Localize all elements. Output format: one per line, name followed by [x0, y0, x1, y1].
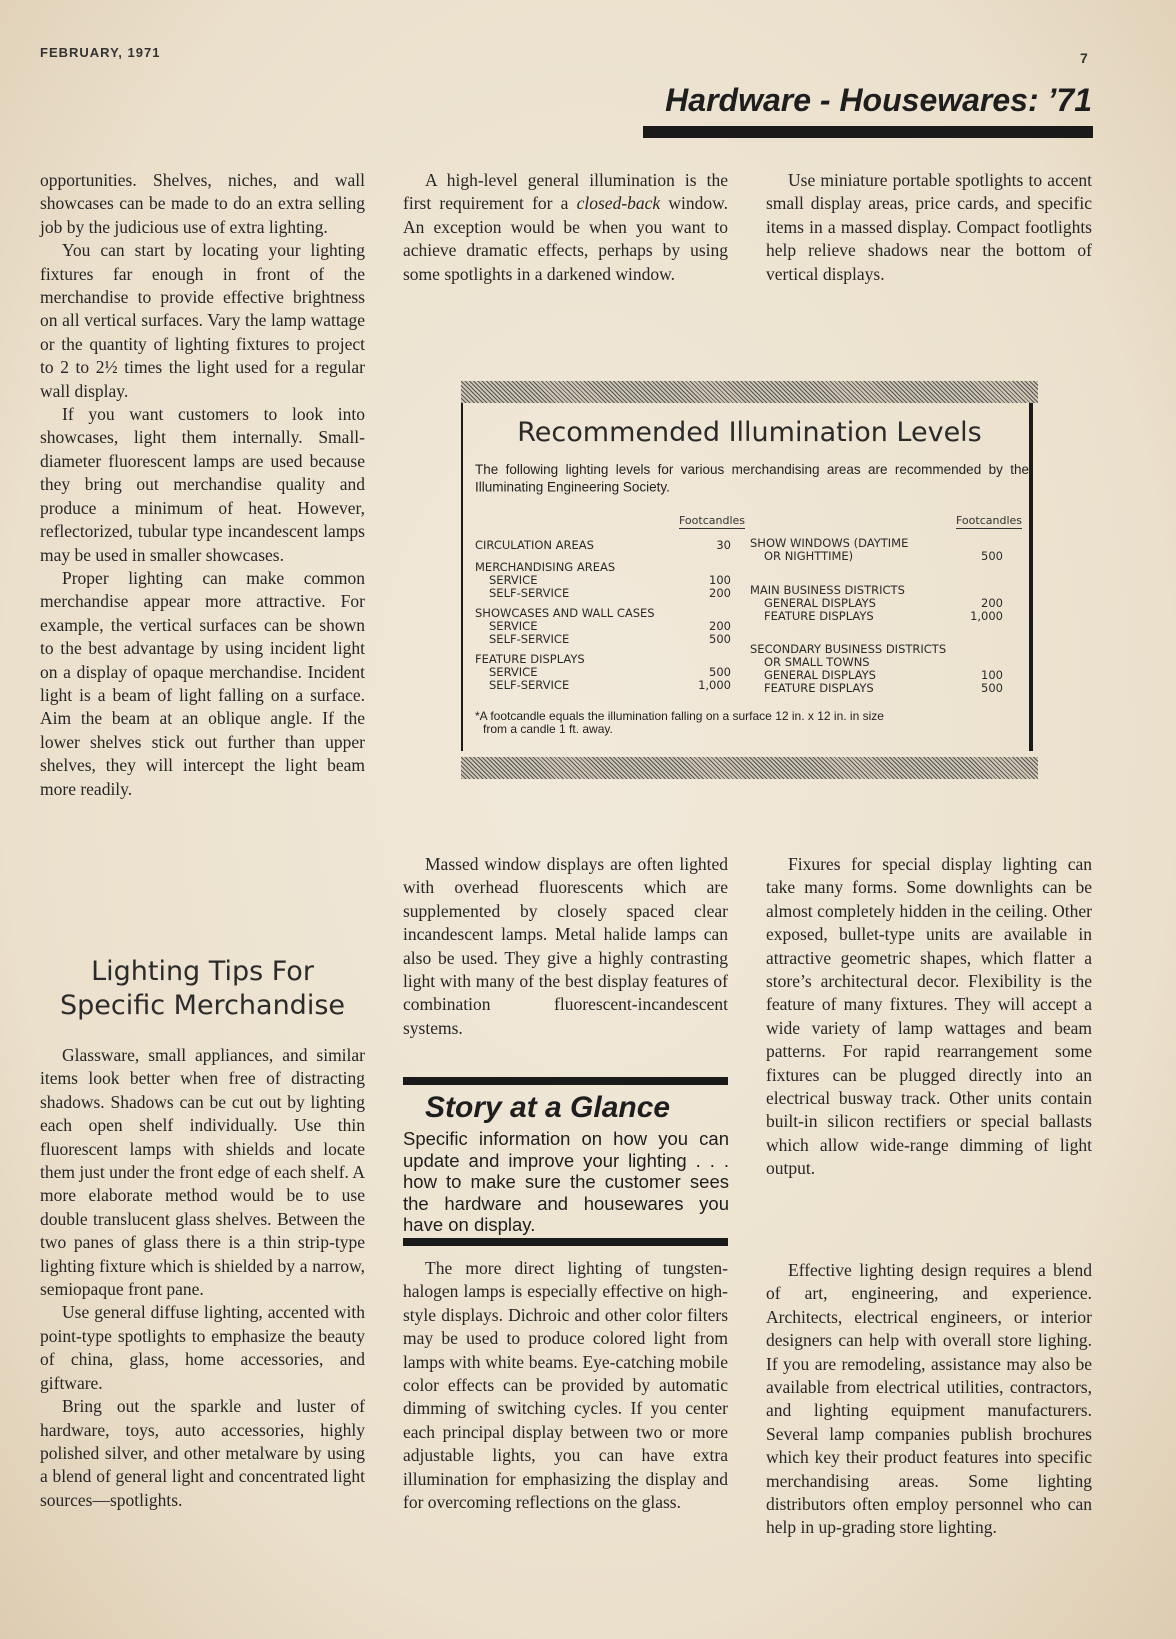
paragraph: The more direct lighting of tungsten-halogen lamps is especially effective on high-style displays. Dichroic and other color filters may be used to produce colored light from lamps with white beams. Eye-catching mobile color effects can be provided by automatic dimming of switching cycles. If you center each principal display between two or more adjustable lights, you can have extra illumination for emphasizing the display and for overcoming reflections on the glass.: [403, 1258, 728, 1513]
paragraph: opportunities. Shelves, niches, and wall showcases can be made to do an extra selling job by the judicious use of extra lighting.: [40, 170, 365, 237]
paragraph: Bring out the sparkle and luster of hardware, toys, auto accessories, highly polished silver, and other metalware by using a blend of general light and concentrated light sources—spotlights.: [40, 1396, 365, 1510]
table-row-value: 200: [709, 586, 731, 600]
paragraph: Proper lighting can make common merchandise appear more attractive. For example, the vertical surfaces can be shown to the best advantage by using incident light on a display of opaque merchandise. Incident light is a beam of light falling on a surface. Aim the beam at an oblique angle. If the lower shelves stick out further than upper shelves, they will intercept the light beam more readily.: [40, 567, 365, 799]
story-rule-top: [403, 1077, 728, 1085]
paragraph: Use miniature portable spotlights to accent small display areas, price cards, and specific items in a massed display. Compact footlights help relieve shadows near the bottom of vertical displays.: [766, 170, 1092, 284]
story-rule-bottom: [403, 1238, 728, 1246]
table-row-value: 1,000: [698, 678, 731, 692]
paragraph: [403, 169, 728, 286]
table-title: Recommended Illumination Levels: [517, 417, 982, 448]
table-row-value: 30: [716, 538, 731, 552]
table-intro: The following lighting levels for various merchandising areas are recommended by the Illuminating Engineering Society.: [475, 461, 1029, 495]
table-row-label: SERVICE: [489, 619, 538, 633]
table-row-label: SERVICE: [489, 573, 538, 587]
table-row-label: MAIN BUSINESS DISTRICTS: [750, 583, 905, 597]
table-row-label: CIRCULATION AREAS: [475, 538, 594, 552]
column-3-bottom: [766, 1259, 1092, 1540]
text-run: window. An exception would be when you want to achieve dramatic effects, perhaps by using some spotlights in a darkened window.: [403, 193, 728, 284]
footcandles-header-left: Footcandles: [679, 514, 746, 527]
paragraph: Fixures for special display lighting can take many forms. Some downlights can be almost completely hidden in the ceiling. Other exposed, bullet-type units are available in attractive geometric shapes, which flatter a store’s architectural decor. Flexibility is the feature of many fixtures. They will accept a wide variety of lamp wattages and beam patterns. For rapid rearrangement some fixtures can be plugged directly into an electrical busway track. Other units contain built-in silicon rectifiers or special ballasts which allow wide-range dimming of light output.: [766, 854, 1092, 1179]
table-row-value: 500: [709, 632, 731, 646]
story-summary: Specific information on how you can update and improve your lighting . . . how to make sure the customer sees the hardware and housewares you have on display.: [403, 1128, 729, 1235]
hatch-band-top: [461, 381, 1038, 403]
footcandles-header-right: Footcandles: [956, 514, 1023, 527]
table-row-label: SELF-SERVICE: [489, 678, 570, 692]
table-row-label: SECONDARY BUSINESS DISTRICTS: [750, 642, 947, 656]
table-footnote: [475, 710, 1031, 736]
paragraph: Effective lighting design requires a blend of art, engineering, and experience. Architects, electrical engineers, or interior designers can help with overall store lighing. If you are remodeling, assistance may also be available from electrical utilities, contractors, and lighting equipment manufacturers. Several lamp companies publish brochures which key their product features into specific merchandising areas. Some lighting distributors often employ personnel who can help in up-grading store lighting.: [766, 1260, 1092, 1538]
publication-title: Hardware - Housewares: ’71: [665, 82, 1092, 118]
footnote-line: from a candle 1 ft. away.: [483, 722, 613, 736]
table-row-value: 500: [981, 681, 1003, 695]
footnote-line: *A footcandle equals the illumination falling on a surface 12 in. x 12 in. in size: [475, 709, 884, 723]
illumination-table-box: [461, 381, 1038, 779]
paragraph: Use general diffuse lighting, accented with point-type spotlights to emphasize the beauty of china, glass, home accessories, and giftware.: [40, 1302, 365, 1393]
table-row-label: SELF-SERVICE: [489, 586, 570, 600]
column-1-bottom: [40, 1044, 365, 1512]
table-row-label: GENERAL DISPLAYS: [764, 596, 876, 610]
column-2-top: [403, 169, 728, 286]
table-row-label: SHOW WINDOWS (DAYTIME: [750, 536, 909, 550]
table-row-value: 1,000: [970, 609, 1003, 623]
story-title: Story at a Glance: [425, 1091, 671, 1124]
table-row-label: FEATURE DISPLAYS: [764, 609, 874, 623]
table-row-label: FEATURE DISPLAYS: [475, 652, 585, 666]
table-row-value: 200: [709, 619, 731, 633]
page-number: 7: [1080, 50, 1088, 66]
paragraph: Glassware, small appliances, and similar items look better when free of distracting shadows. Shadows can be cut out by lighting each open shelf individually. Use thin fluorescent lamps with shields and locate them just under the front edge of each shelf. A more elaborate method would be to use double translucent glass shelves. Between the two panes of glass there is a thin strip-type lighting fixture which is shielded by a narrow, semiopaque front pane.: [40, 1045, 365, 1300]
column-2-mid: [403, 853, 728, 1040]
table-row-label: SERVICE: [489, 665, 538, 679]
table-row-label: OR NIGHTTIME): [764, 549, 854, 563]
table-row-label: GENERAL DISPLAYS: [764, 668, 876, 682]
paragraph: Massed window displays are often lighted with overhead fluorescents which are supplemented by closely spaced clear incandescent lamps. Metal halide lamps can also be used. They give a highly contrasting light with many of the best display features of combination fluorescent-incandescent systems.: [403, 854, 728, 1038]
header-date: FEBRUARY, 1971: [40, 45, 161, 60]
table-row-value: 500: [709, 665, 731, 679]
paragraph: If you want customers to look into showcases, light them internally. Small-diameter fluorescent lamps are used because they bring out merchandise quality and produce a minimum of heat. However, reflectorized, tubular type incandescent lamps may be used in smaller showcases.: [40, 404, 365, 565]
header-rule: [643, 126, 1093, 138]
table-row-label: OR SMALL TOWNS: [764, 655, 870, 669]
column-3-mid: [766, 853, 1092, 1181]
emphasis: closed-back: [576, 193, 661, 214]
box-frame: [461, 403, 1033, 751]
table-row-label: MERCHANDISING AREAS: [475, 560, 616, 574]
column-3-top: [766, 169, 1092, 286]
table-row-label: SHOWCASES AND WALL CASES: [475, 606, 655, 620]
table-row-label: SELF-SERVICE: [489, 632, 570, 646]
table-row-value: 100: [981, 668, 1003, 682]
hatch-band-bottom: [461, 757, 1038, 779]
table-row-label: FEATURE DISPLAYS: [764, 681, 874, 695]
table-row-value: 500: [981, 549, 1003, 563]
table-row-value: 200: [981, 596, 1003, 610]
paragraph: You can start by locating your lighting fixtures far enough in front of the merchandise to provide effective brightness on all vertical surfaces. Vary the lamp wattage or the quantity of lighting fixtures to project to 2 to 2½ times the light used for a regular wall display.: [40, 240, 365, 401]
table-row-value: 100: [709, 573, 731, 587]
section-heading: Lighting Tips For Specific Merchandise: [59, 956, 346, 1021]
column-1-top: [40, 169, 365, 801]
column-2-bottom: [403, 1257, 728, 1514]
text-run: A high-level general illumination is the first requirement for a: [403, 170, 728, 214]
